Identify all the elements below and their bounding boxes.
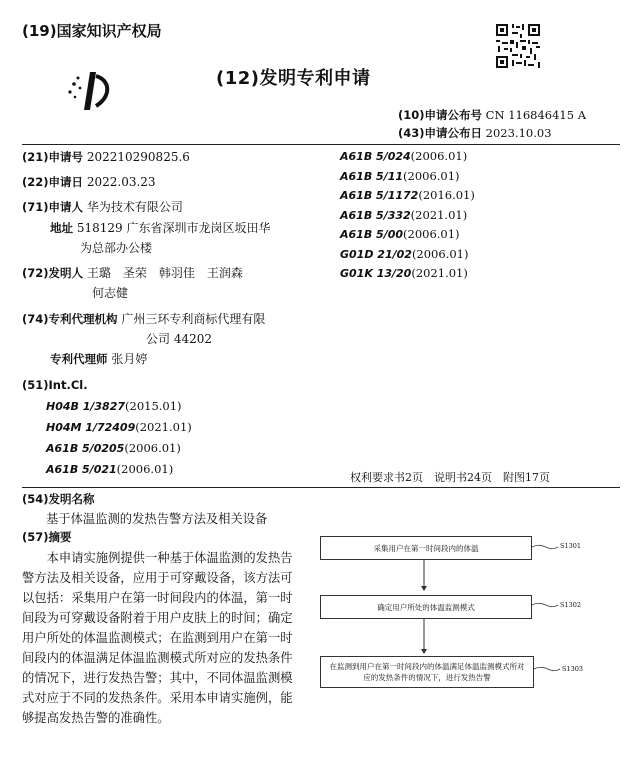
inventors-line-2: 何志健 [92, 286, 129, 300]
abstract-body [22, 548, 294, 728]
ipc-entry: G01D 21/02(2006.01) [340, 246, 469, 261]
flow-step-3-label: S1303 [562, 665, 583, 673]
address-line-1: 518129 广东省深圳市龙岗区坂田华 [76, 221, 271, 235]
ipc-entry: H04B 1/3827(2015.01) [46, 399, 182, 413]
applicant-label: (71)申请人 [22, 200, 84, 214]
patent-agency-line-2: 公司 44202 [146, 332, 212, 346]
int-cl-heading [22, 376, 88, 395]
publication-number-label: (10)申请公布号 [398, 108, 483, 122]
application-date-label: (22)申请日 [22, 175, 84, 189]
applicant-value: 华为技术有限公司 [86, 200, 183, 214]
document-type-title: (12)发明专利申请 [216, 68, 371, 89]
abstract-paragraph: 本申请实施例提供一种基于体温监测的发热告警方法及相关设备，应用于可穿戴设备，该方法可以包括：采集用户在第一时间段内的体温，第一时间段为可穿戴设备附着于用户皮肤上的时间；确定用户所处的体温监测模式；在监测到用户在第一时间段内的体温满足体温监测模式所对应的发热条件的情况下，进行发热告警；其中，不同体温监测模式对应于不同的发热条件。采用本申请实施例，能够提高发热告警的准确性。 [22, 551, 293, 725]
header-divider [22, 144, 620, 145]
ipc-entry: A61B 5/11(2006.01) [340, 168, 460, 183]
ipc-entry: A61B 5/00(2006.01) [340, 227, 460, 241]
invention-title-label: (54)发明名称 [22, 492, 95, 506]
ipc-entry: A61B 5/332(2021.01) [340, 207, 468, 222]
flowchart [312, 525, 624, 715]
application-date [22, 173, 156, 192]
inventors-label: (72)发明人 [22, 266, 84, 280]
publication-date [398, 125, 552, 141]
flow-step-2-label: S1302 [560, 601, 581, 609]
application-date-value: 2022.03.23 [86, 175, 156, 189]
flow-step-1: 采集用户在第一时间段内的体温 [320, 536, 532, 560]
publication-number [398, 107, 586, 123]
address [50, 219, 270, 238]
ipc-entry: A61B 5/024(2006.01) [340, 149, 468, 163]
patent-agency [22, 310, 265, 329]
ipc-entry: G01K 13/20(2021.01) [340, 266, 468, 280]
ipc-entry: H04M 1/72409(2021.01) [46, 420, 192, 434]
ipc-entry: A61B 5/1172(2016.01) [340, 188, 475, 202]
invention-title: 基于体温监测的发热告警方法及相关设备 [46, 512, 268, 526]
patent-agent-label: 专利代理师 [50, 352, 108, 366]
int-cl-left-list [46, 396, 192, 480]
ipc-entry: A61B 5/0205(2006.01) [46, 441, 181, 455]
flow-step-2: 确定用户所处的体温监测模式 [320, 595, 532, 619]
patent-agent [50, 350, 147, 369]
flow-step-1-label: S1301 [560, 542, 581, 550]
page-count-stats: 权利要求书2页 说明书24页 附图17页 [350, 471, 550, 484]
publication-date-value: 2023.10.03 [485, 126, 552, 140]
publication-number-value: CN 116846415 A [485, 108, 586, 122]
mid-divider [22, 487, 620, 488]
int-cl-label: (51)Int.Cl. [22, 378, 88, 392]
cnipa-logo [60, 66, 120, 116]
applicant [22, 198, 183, 217]
flow-step-3: 在监测到用户在第一时间段内的体温满足体温监测模式所对应的发热条件的情况下，进行发热告警 [320, 656, 534, 688]
patent-agency-line-1: 广州三环专利商标代理有限 [121, 312, 266, 326]
inventors [22, 264, 243, 283]
abstract-label: (57)摘要 [22, 530, 72, 544]
office-name: (19)国家知识产权局 [22, 22, 162, 40]
publication-date-label: (43)申请公布日 [398, 126, 483, 140]
ipc-entry: A61B 5/021(2006.01) [46, 462, 174, 476]
patent-agency-label: (74)专利代理机构 [22, 312, 118, 326]
qr-code [494, 22, 542, 70]
address-label: 地址 [50, 221, 73, 235]
inventors-line-1: 王璐 圣荣 韩羽佳 王润森 [86, 266, 243, 280]
address-line-2: 为总部办公楼 [80, 241, 153, 255]
application-number-value: 202210290825.6 [86, 150, 190, 164]
patent-agent-value: 张月婷 [111, 352, 148, 366]
application-number [22, 148, 190, 167]
application-number-label: (21)申请号 [22, 150, 84, 164]
int-cl-right-list [340, 147, 475, 284]
